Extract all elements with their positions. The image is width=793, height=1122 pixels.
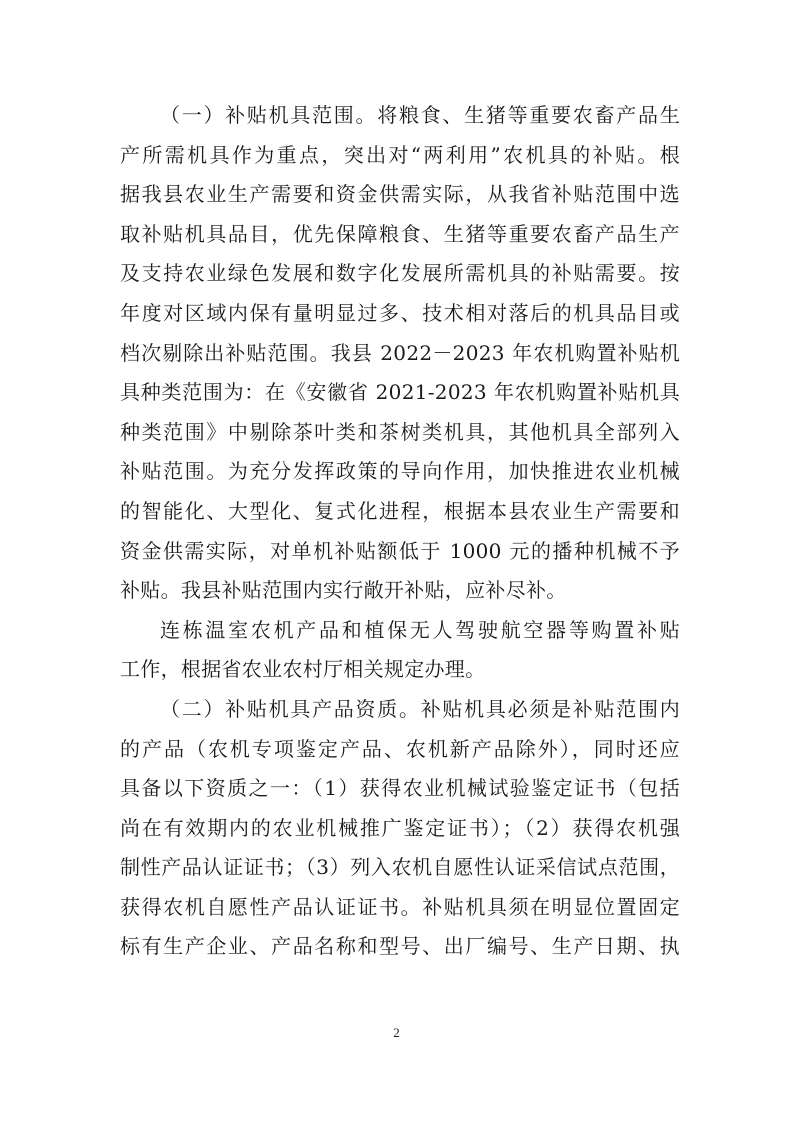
text-line: 据我县农业生产需要和资金供需实际，从我省补贴范围中选 (120, 182, 680, 207)
text-line: 具备以下资质之一：（1）获得农业机械试验鉴定证书（包括 (120, 776, 680, 801)
text-line: 种类范围》中剔除茶叶类和茶树类机具，其他机具全部列入 (120, 419, 680, 444)
text-line: 具种类范围为：在《安徽省 2021-2023 年农机购置补贴机具 (120, 380, 680, 405)
text-line: 制性产品认证证书；（3）列入农机自愿性认证采信试点范围， (120, 855, 680, 880)
text-line: 产所需机具作为重点，突出对“两利用”农机具的补贴。根 (120, 142, 680, 167)
text-line: 工作，根据省农业农村厅相关规定办理。 (120, 657, 486, 682)
text-line: 取补贴机具品目，优先保障粮食、生猪等重要农畜产品生产 (120, 221, 680, 246)
text-line: 及支持农业绿色发展和数字化发展所需机具的补贴需要。按 (120, 261, 680, 286)
text-line: 标有生产企业、产品名称和型号、出厂编号、生产日期、执 (120, 934, 680, 959)
text-line: 补贴范围。为充分发挥政策的导向作用，加快推进农业机械 (120, 459, 680, 484)
text-line: 年度对区域内保有量明显过多、技术相对落后的机具品目或 (120, 300, 680, 325)
text-line: 连栋温室农机产品和植保无人驾驶航空器等购置补贴 (160, 617, 680, 642)
page-number: 2 (393, 1025, 400, 1040)
text-line: 的智能化、大型化、复式化进程，根据本县农业生产需要和 (120, 498, 680, 523)
text-line: 资金供需实际，对单机补贴额低于 1000 元的播种机械不予 (120, 538, 680, 563)
text-line: 获得农机自愿性产品认证证书。补贴机具须在明显位置固定 (120, 894, 680, 919)
text-line: 档次剔除出补贴范围。我县 2022－2023 年农机购置补贴机 (120, 340, 680, 365)
paragraph-subsidy-scope (120, 96, 680, 611)
text-line: （二）补贴机具产品资质。补贴机具必须是补贴范围内 (160, 696, 680, 721)
text-line: 补贴。我县补贴范围内实行敞开补贴，应补尽补。 (120, 578, 567, 603)
text-line: 的产品（农机专项鉴定产品、农机新产品除外），同时还应 (120, 736, 680, 761)
paragraph-greenhouse-drones (120, 611, 680, 690)
paragraph-product-qualification (120, 690, 680, 967)
text-line: （一）补贴机具范围。将粮食、生猪等重要农畜产品生 (160, 103, 680, 127)
document-body (120, 96, 680, 967)
text-line: 尚在有效期内的农业机械推广鉴定证书）；（2）获得农机强 (120, 815, 680, 840)
